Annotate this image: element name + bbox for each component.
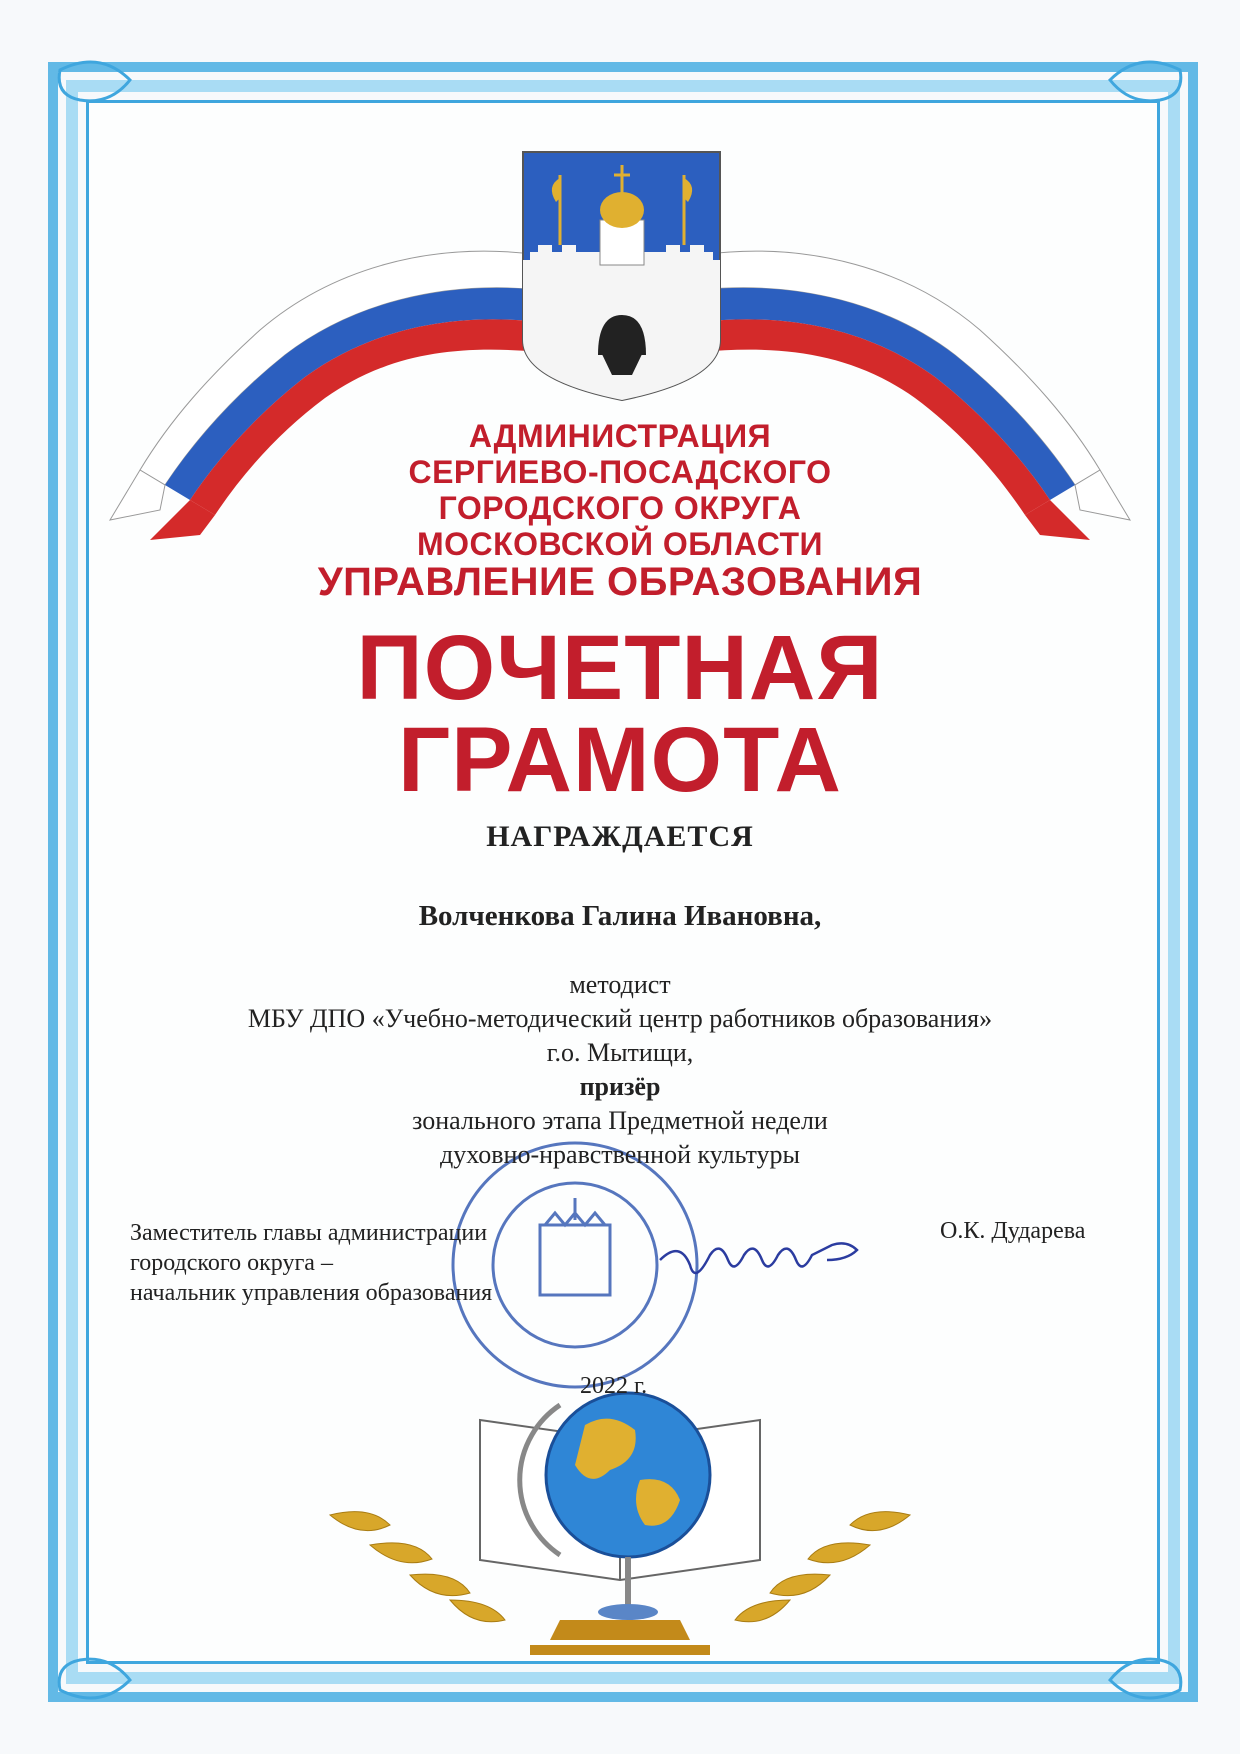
title-line: ГРАМОТА — [398, 709, 842, 811]
recipient-name: Волченкова Галина Ивановна, — [418, 900, 822, 932]
signatory-line: Заместитель главы администрации — [130, 1220, 488, 1246]
administration-heading — [0, 418, 1240, 562]
signatory-name: О.К. Дударева — [940, 1218, 1086, 1244]
certificate-title — [0, 617, 1240, 811]
signatory-line: начальник управления образования — [130, 1280, 493, 1306]
admin-line: АДМИНИСТРАЦИЯ — [468, 418, 772, 454]
body-line: методист — [569, 970, 671, 999]
body-line: зонального этапа Предметной недели — [412, 1106, 828, 1135]
globe-on-book-icon — [330, 1393, 910, 1650]
title-line: ПОЧЕТНАЯ — [356, 617, 884, 719]
body-line: призёр — [579, 1072, 661, 1101]
admin-line: МОСКОВСКОЙ ОБЛАСТИ — [416, 526, 824, 562]
signatory-position — [130, 1218, 492, 1308]
certificate-year: 2022 г. — [580, 1373, 648, 1399]
body-line: духовно-нравственной культуры — [440, 1140, 800, 1169]
department-heading: УПРАВЛЕНИЕ ОБРАЗОВАНИЯ — [317, 560, 923, 604]
coat-of-arms-icon — [523, 152, 720, 400]
body-line: г.о. Мытищи, — [546, 1038, 694, 1067]
admin-line: СЕРГИЕВО-ПОСАДСКОГО — [408, 454, 832, 490]
signatory-line: городского округа – — [130, 1250, 333, 1276]
awarded-label: НАГРАЖДАЕТСЯ — [486, 820, 754, 853]
handwritten-signature-icon — [660, 1243, 857, 1273]
admin-line: ГОРОДСКОГО ОКРУГА — [438, 490, 802, 526]
body-line: МБУ ДПО «Учебно-методический центр работников образования» — [247, 1004, 993, 1033]
